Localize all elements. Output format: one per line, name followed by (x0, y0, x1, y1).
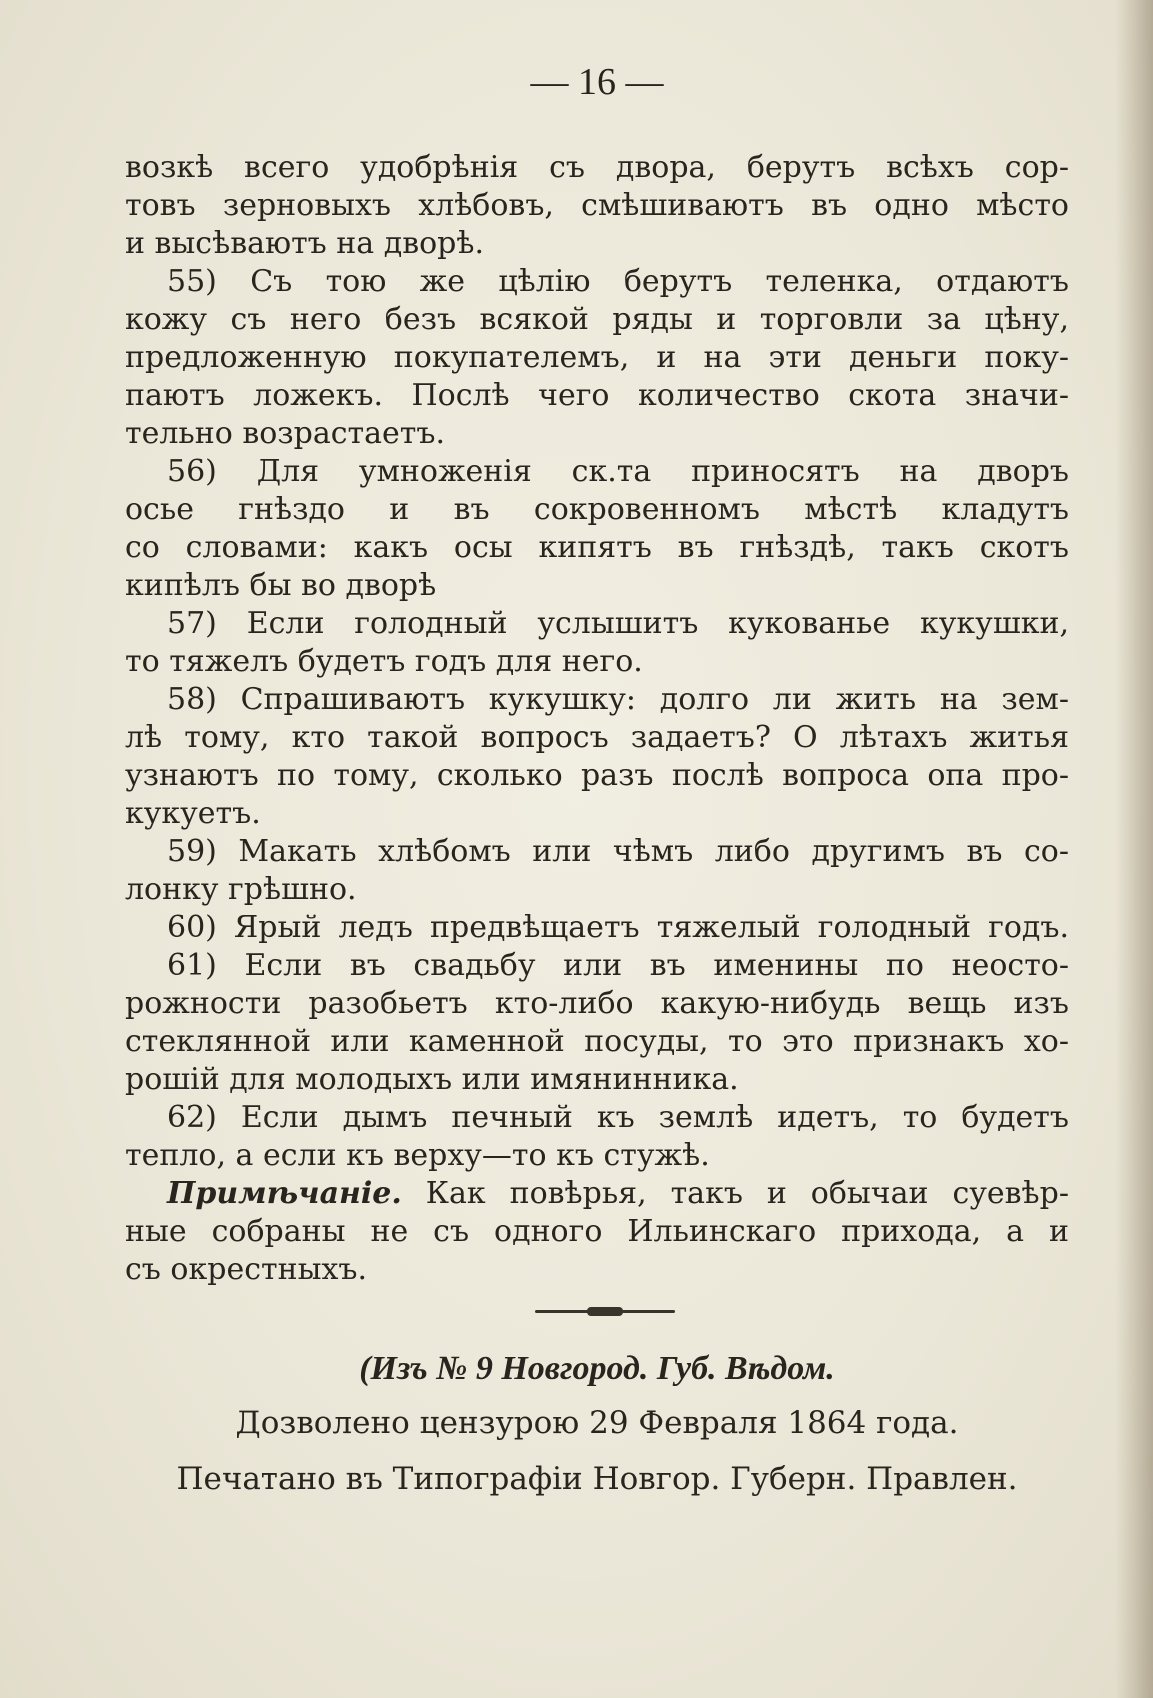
text-line: съ окрестныхъ. (125, 1252, 368, 1287)
text-line: кожу съ него безъ всякой ряды и торговли за цѣну, (125, 302, 1069, 337)
page-spine-shadow (1115, 0, 1153, 1698)
text-line: тепло, а если къ верху—то къ стужѣ. (125, 1138, 710, 1173)
text-line: кипѣлъ бы во дворѣ (125, 568, 437, 603)
text-line: 60) Ярый ледъ предвѣщаетъ тяжелый голодный годъ. (167, 910, 1069, 945)
page-number: — 16 — (530, 61, 664, 103)
text-line: паютъ ложекъ. Послѣ чего количество скота значи- (125, 378, 1069, 413)
note-line (125, 1174, 1069, 1214)
text-line: 55) Съ тою же цѣлію берутъ теленка, отдаютъ (167, 264, 1069, 299)
source-citation: (Изъ № 9 Новгород. Губ. Вѣдом. (359, 1350, 835, 1387)
divider-ornament (535, 1310, 675, 1313)
text-line: 56) Для умноженія ск.та приносятъ на дворъ (167, 454, 1069, 489)
text-line: осье гнѣздо и въ сокровенномъ мѣстѣ кладутъ (125, 492, 1069, 527)
note-text: Как повѣрья, такъ и обычаи суевѣр- (425, 1176, 1069, 1211)
printing-note: Печатано въ Типографіи Новгор. Губерн. Правлен. (176, 1461, 1018, 1497)
text-line: 61) Если въ свадьбу или въ именины по неосто- (167, 948, 1069, 983)
text-line: возкѣ всего удобрѣнія съ двора, берутъ всѣхъ сор- (125, 150, 1069, 185)
text-line: 59) Макать хлѣбомъ или чѣмъ либо другимъ въ со- (167, 834, 1069, 869)
text-line: со словами: какъ осы кипятъ въ гнѣздѣ, такъ скотъ (125, 530, 1069, 565)
text-line: рошій для молодыхъ или имянинника. (125, 1062, 739, 1097)
note-label: Примѣчаніе. (167, 1176, 402, 1211)
text-line: 58) Спрашиваютъ кукушку: долго ли жить на зем- (167, 682, 1069, 717)
text-line: лонку грѣшно. (125, 872, 357, 907)
text-line: 57) Если голодный услышитъ кукованье кукушки, (167, 606, 1069, 641)
text-line: товъ зерновыхъ хлѣбовъ, смѣшиваютъ въ одно мѣсто (125, 188, 1069, 223)
text-line: рожности разобьетъ кто-либо какую-нибудь вещь изъ (125, 986, 1069, 1021)
text-line: 62) Если дымъ печный къ землѣ идетъ, то будетъ (167, 1100, 1069, 1135)
text-line: кукуетъ. (125, 796, 261, 831)
text-line: узнаютъ по тому, сколько разъ послѣ вопроса опа про- (125, 758, 1069, 793)
censorship-note: Дозволено цензурою 29 Февраля 1864 года. (235, 1405, 959, 1441)
text-line: и высѣваютъ на дворѣ. (125, 226, 484, 261)
text-line: то тяжелъ будетъ годъ для него. (125, 644, 643, 679)
text-line: лѣ тому, кто такой вопросъ задаетъ? О лѣтахъ житья (125, 720, 1069, 755)
text-line: тельно возрастаетъ. (125, 416, 445, 451)
text-line: ные собраны не съ одного Ильинскаго прихода, а и (125, 1214, 1069, 1249)
text-line: предложенную покупателемъ, и на эти деньги поку- (125, 340, 1069, 375)
text-line: стеклянной или каменной посуды, то это признакъ хо- (125, 1024, 1069, 1059)
